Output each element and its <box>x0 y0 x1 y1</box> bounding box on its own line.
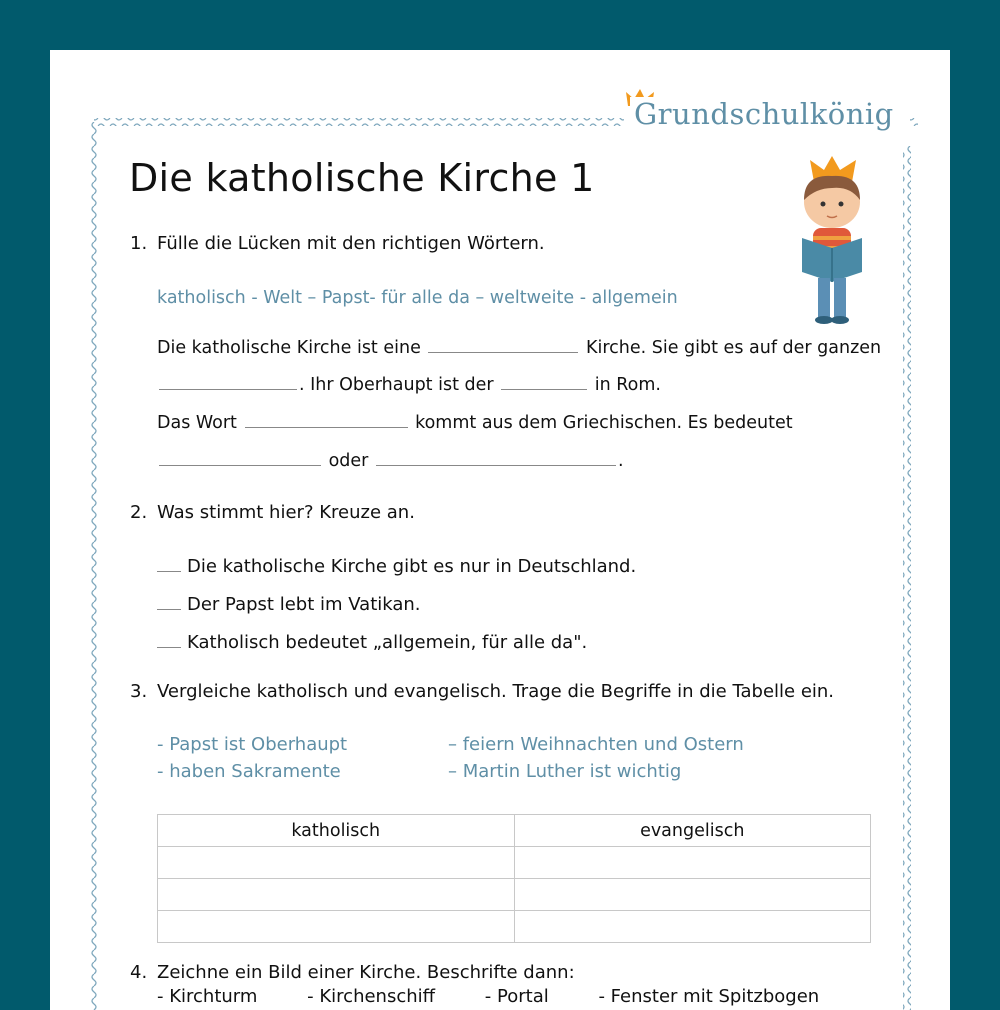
table-row <box>158 879 871 911</box>
table-cell[interactable] <box>514 911 871 943</box>
check-item: Die katholische Kirche gibt es nur in Deutschland. <box>157 556 636 577</box>
label-item: - Kirchturm <box>157 986 258 1007</box>
task-3-instruction: 3. Vergleiche katholisch und evangelisch. Trage die Begriffe in die Tabelle ein. <box>130 681 835 702</box>
label-item: - Fenster mit Spitzbogen <box>598 986 820 1007</box>
term-item: - haben Sakramente <box>157 761 341 782</box>
checkbox-blank[interactable] <box>157 647 181 648</box>
term-item: – Martin Luther ist wichtig <box>448 761 682 782</box>
column-header-katholisch: katholisch <box>158 815 515 847</box>
label-item: - Portal <box>484 986 549 1007</box>
column-header-evangelisch: evangelisch <box>514 815 871 847</box>
blank-field[interactable] <box>376 464 616 466</box>
task-1-wordbank: katholisch - Welt – Papst- für alle da – weltweite - allgemein <box>157 288 678 308</box>
brand-logo: Grundschulkönig <box>630 97 898 147</box>
check-item: Katholisch bedeutet „allgemein, für alle da". <box>157 632 587 653</box>
task-4-labels <box>157 986 863 1007</box>
table-cell[interactable] <box>158 847 515 879</box>
table-cell[interactable] <box>158 911 515 943</box>
table-cell[interactable] <box>514 879 871 911</box>
worksheet-page <box>50 50 950 1010</box>
checkbox-blank[interactable] <box>157 609 181 610</box>
mascot-king-child-icon <box>780 154 880 334</box>
blank-field[interactable] <box>245 426 408 428</box>
checkbox-blank[interactable] <box>157 571 181 572</box>
blank-field[interactable] <box>501 388 587 390</box>
blank-field[interactable] <box>159 464 321 466</box>
task-1-instruction: 1. Fülle die Lücken mit den richtigen Wörtern. <box>130 233 545 254</box>
task-4-instruction: 4. Zeichne ein Bild einer Kirche. Beschrifte dann: <box>130 962 575 983</box>
cloze-line-1: Die katholische Kirche ist eine Kirche. Sie gibt es auf der ganzen <box>157 338 882 358</box>
page-title: Die katholische Kirche 1 <box>129 156 595 200</box>
cloze-line-4: oder . <box>157 451 624 471</box>
term-item: – feiern Weihnachten und Ostern <box>448 734 744 755</box>
task-2-instruction: 2. Was stimmt hier? Kreuze an. <box>130 502 415 523</box>
table-header-row <box>158 815 871 847</box>
check-item: Der Papst lebt im Vatikan. <box>157 594 421 615</box>
table-row <box>158 911 871 943</box>
term-item: - Papst ist Oberhaupt <box>157 734 348 755</box>
cloze-line-2: . Ihr Oberhaupt ist der in Rom. <box>157 375 661 395</box>
table-row <box>158 847 871 879</box>
comparison-table <box>157 814 871 943</box>
blank-field[interactable] <box>428 351 578 353</box>
label-item: - Kirchenschiff <box>307 986 436 1007</box>
table-cell[interactable] <box>158 879 515 911</box>
cloze-line-3: Das Wort kommt aus dem Griechischen. Es bedeutet <box>157 413 793 433</box>
table-cell[interactable] <box>514 847 871 879</box>
blank-field[interactable] <box>159 388 297 390</box>
